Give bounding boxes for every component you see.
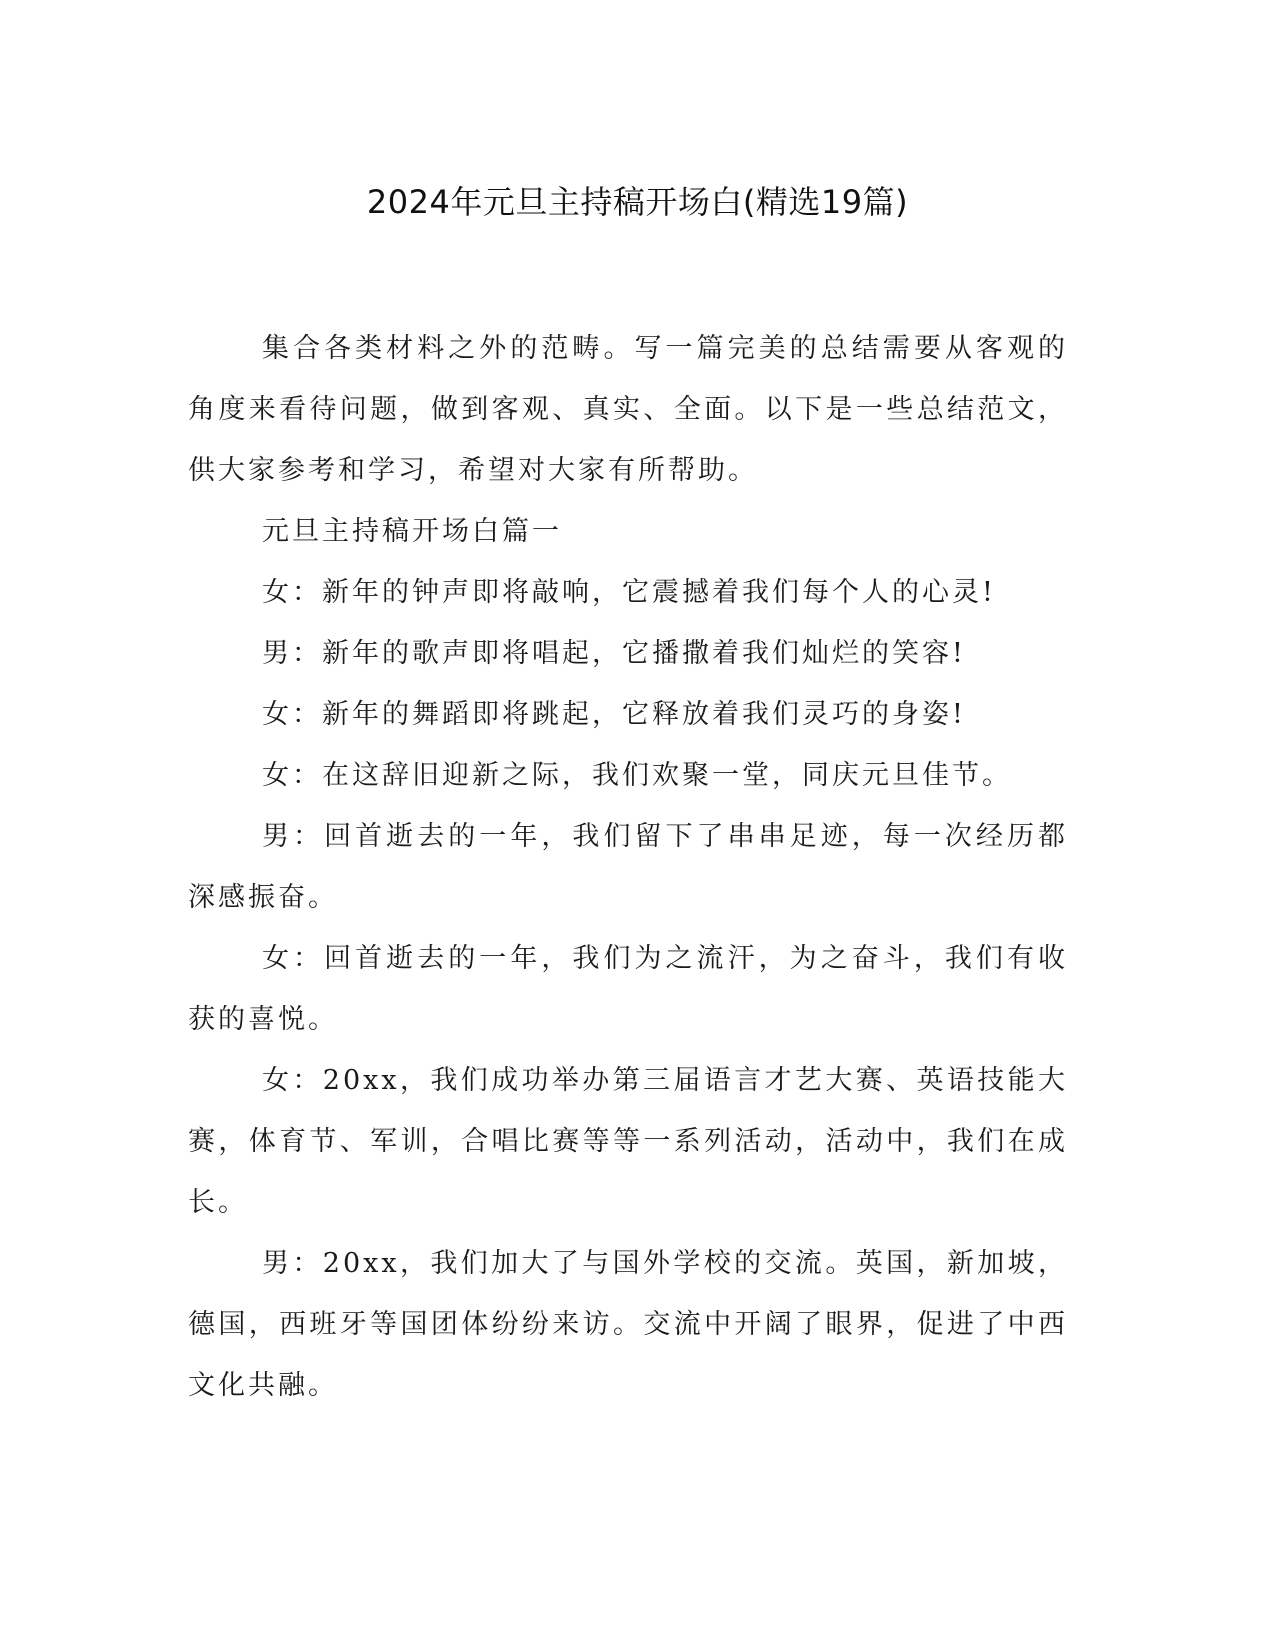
paragraph-line: 女：20xx，我们成功举办第三届语言才艺大赛、英语技能大赛，体育节、军训，合唱比赛等等一系列活动，活动中，我们在成长。	[188, 1065, 1068, 1218]
document-body	[188, 318, 1068, 1416]
paragraph-line: 女：回首逝去的一年，我们为之流汗，为之奋斗，我们有收获的喜悦。	[188, 943, 1068, 1035]
paragraph-intro: 集合各类材料之外的范畴。写一篇完美的总结需要从客观的角度来看待问题，做到客观、真实、全面。以下是一些总结范文，供大家参考和学习，希望对大家有所帮助。	[188, 333, 1068, 486]
paragraph-line: 男：20xx，我们加大了与国外学校的交流。英国，新加坡，德国，西班牙等国团体纷纷来访。交流中开阔了眼界，促进了中西文化共融。	[188, 1248, 1068, 1401]
paragraph-line: 女：新年的舞蹈即将跳起，它释放着我们灵巧的身姿!	[262, 699, 966, 730]
paragraph-line: 男：新年的歌声即将唱起，它播撒着我们灿烂的笑容!	[262, 638, 966, 669]
paragraph-section-heading: 元旦主持稿开场白篇一	[262, 516, 562, 547]
paragraph-line: 女：新年的钟声即将敲响，它震撼着我们每个人的心灵!	[262, 577, 996, 608]
paragraph-line: 男：回首逝去的一年，我们留下了串串足迹，每一次经历都深感振奋。	[188, 821, 1068, 913]
document-title: 2024年元旦主持稿开场白(精选19篇)	[366, 183, 909, 221]
paragraph-line: 女：在这辞旧迎新之际，我们欢聚一堂，同庆元旦佳节。	[262, 760, 1012, 791]
